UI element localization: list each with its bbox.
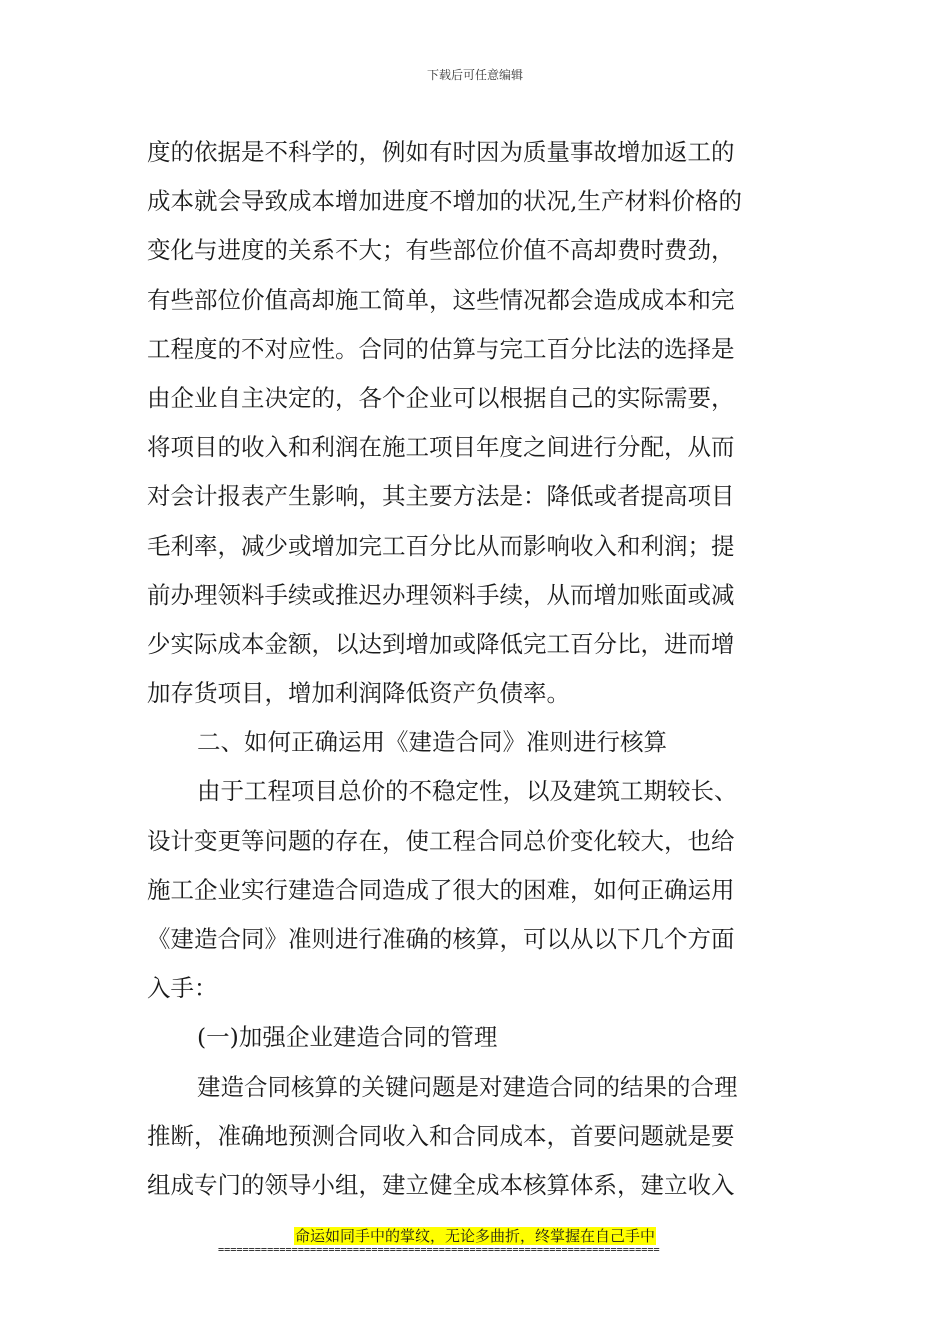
body-line: 工程度的不对应性。合同的估算与完工百分比法的选择是	[147, 334, 735, 363]
body-line: 变化与进度的关系不大；有些部位价值不高却费时费劲，	[147, 236, 735, 265]
paragraph-first-line: 由于工程项目总价的不稳定性，以及建筑工期较长、	[197, 777, 738, 806]
footer-motto-text: 命运如同手中的掌纹，无论多曲折，终掌握在自己手中	[294, 1227, 655, 1245]
body-line: 施工企业实行建造合同造成了很大的困难，如何正确运用	[147, 875, 735, 904]
body-line: 加存货项目，增加利润降低资产负债率。	[147, 679, 570, 708]
body-line: 将项目的收入和利润在施工项目年度之间进行分配，从而	[147, 433, 735, 462]
body-line: 《建造合同》准则进行准确的核算，可以从以下几个方面	[147, 925, 735, 953]
body-line: 组成专门的领导小组，建立健全成本核算体系，建立收入	[147, 1170, 735, 1199]
body-line: 入手：	[147, 974, 218, 1003]
subsection-heading: (一)加强企业建造合同的管理	[197, 1023, 498, 1052]
paragraph-first-line: 建造合同核算的关键问题是对建造合同的结果的合理	[197, 1072, 738, 1101]
footer-divider-rule: ========================================================================	[218, 1245, 660, 1256]
body-line: 毛利率，减少或增加完工百分比从而影响收入和利润；提	[147, 531, 735, 560]
document-body	[147, 128, 797, 1210]
body-line: 对会计报表产生影响，其主要方法是：降低或者提高项目	[147, 482, 735, 511]
body-line: 成本就会导致成本增加进度不增加的状况,生产材料价格的	[147, 187, 742, 216]
body-line: 有些部位价值高却施工简单，这些情况都会造成成本和完	[147, 285, 735, 314]
body-line: 前办理领料手续或推迟办理领料手续，从而增加账面或减	[147, 580, 735, 609]
footer-motto	[0, 1226, 950, 1246]
body-line: 由企业自主决定的，各个企业可以根据自己的实际需要，	[147, 383, 735, 412]
body-line: 少实际成本金额，以达到增加或降低完工百分比，进而增	[147, 629, 735, 658]
body-line: 推断，准确地预测合同收入和合同成本，首要问题就是要	[147, 1121, 735, 1150]
body-line: 设计变更等问题的存在，使工程合同总价变化较大，也给	[147, 826, 735, 855]
page-header-note: 下载后可任意编辑	[426, 68, 523, 82]
body-line: 度的依据是不科学的，例如有时因为质量事故增加返工的	[147, 138, 735, 166]
section-heading: 二、如何正确运用《建造合同》准则进行核算	[197, 728, 667, 757]
